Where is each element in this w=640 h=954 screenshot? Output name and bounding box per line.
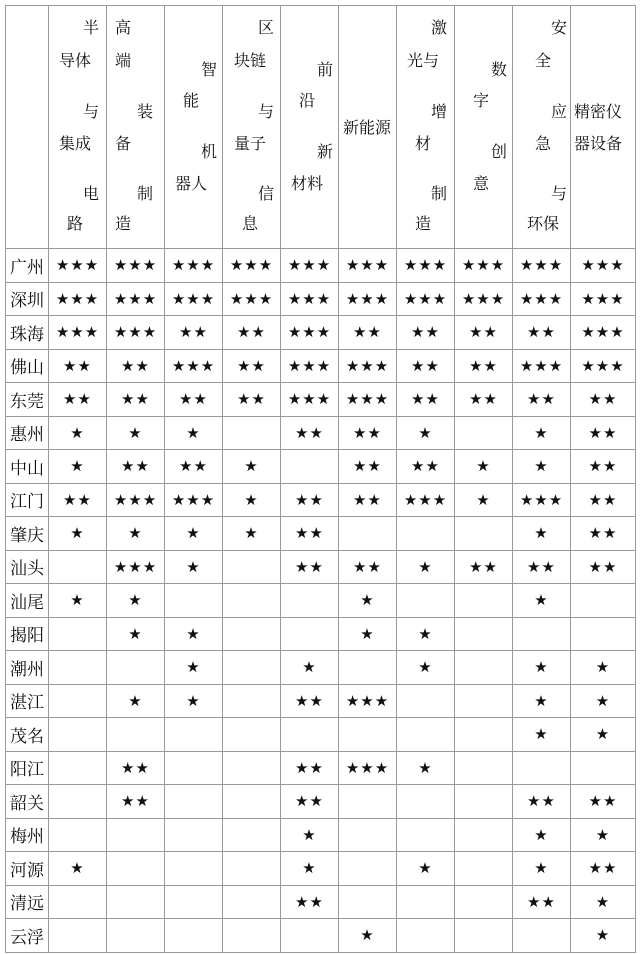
- rating-cell: ★★: [513, 550, 571, 584]
- rating-cell: ★: [397, 550, 455, 584]
- rating-cell: ★★: [107, 751, 165, 785]
- header-new-energy: [339, 6, 397, 249]
- rating-cell: ★★: [339, 550, 397, 584]
- rating-cell: ★★: [281, 483, 339, 517]
- rating-cell: ★★: [455, 550, 513, 584]
- rating-cell: [339, 885, 397, 919]
- rating-cell: [223, 550, 281, 584]
- rating-cell: ★★★: [223, 282, 281, 316]
- rating-cell: ★★★: [107, 550, 165, 584]
- rating-cell: [281, 584, 339, 618]
- rating-cell: ★: [571, 684, 636, 718]
- rating-cell: ★★: [339, 483, 397, 517]
- table-row: [6, 249, 636, 283]
- rating-cell: [223, 852, 281, 886]
- rating-cell: ★★★: [281, 316, 339, 350]
- rating-cell: [455, 785, 513, 819]
- city-name: 惠州: [6, 416, 49, 450]
- rating-cell: ★★: [281, 885, 339, 919]
- rating-cell: [165, 584, 223, 618]
- rating-cell: ★★: [571, 517, 636, 551]
- rating-cell: [571, 617, 636, 651]
- rating-cell: ★★: [571, 383, 636, 417]
- rating-cell: ★: [397, 852, 455, 886]
- rating-cell: [107, 919, 165, 953]
- rating-cell: ★: [513, 651, 571, 685]
- rating-cell: [339, 718, 397, 752]
- rating-cell: [339, 651, 397, 685]
- rating-cell: ★: [513, 584, 571, 618]
- rating-cell: ★★: [571, 852, 636, 886]
- header-safety-environment: 安 全 应 急 与 环保: [513, 6, 571, 249]
- table-row: [6, 785, 636, 819]
- rating-cell: ★★: [281, 751, 339, 785]
- rating-cell: ★★★: [397, 282, 455, 316]
- rating-cell: [165, 718, 223, 752]
- rating-cell: ★★: [107, 450, 165, 484]
- rating-cell: [49, 617, 107, 651]
- rating-cell: ★★★: [455, 249, 513, 283]
- rating-cell: ★: [513, 416, 571, 450]
- city-name: 梅州: [6, 818, 49, 852]
- rating-cell: ★: [513, 852, 571, 886]
- rating-cell: [223, 818, 281, 852]
- rating-cell: ★: [107, 617, 165, 651]
- rating-cell: ★: [49, 416, 107, 450]
- header-robotics: 智 能 机 器人: [165, 6, 223, 249]
- rating-cell: [281, 718, 339, 752]
- rating-cell: ★★: [513, 316, 571, 350]
- rating-cell: ★★: [397, 450, 455, 484]
- table-row: [6, 517, 636, 551]
- rating-cell: [455, 651, 513, 685]
- rating-cell: ★★★: [107, 249, 165, 283]
- rating-cell: ★: [513, 450, 571, 484]
- city-name: 汕头: [6, 550, 49, 584]
- table-row: [6, 550, 636, 584]
- rating-cell: ★★: [49, 483, 107, 517]
- rating-cell: [455, 517, 513, 551]
- rating-cell: [455, 684, 513, 718]
- rating-cell: ★: [165, 517, 223, 551]
- rating-cell: ★: [107, 416, 165, 450]
- table-row: [6, 718, 636, 752]
- rating-cell: [455, 852, 513, 886]
- rating-cell: [107, 818, 165, 852]
- rating-cell: [223, 684, 281, 718]
- rating-cell: ★: [455, 483, 513, 517]
- rating-cell: ★★★: [165, 282, 223, 316]
- rating-cell: ★★: [571, 416, 636, 450]
- rating-cell: ★: [165, 617, 223, 651]
- rating-cell: [339, 852, 397, 886]
- rating-cell: [165, 785, 223, 819]
- table-body: [6, 249, 636, 953]
- rating-cell: ★★★: [107, 316, 165, 350]
- rating-cell: ★: [223, 483, 281, 517]
- city-name: 潮州: [6, 651, 49, 685]
- rating-cell: ★★★: [223, 249, 281, 283]
- rating-cell: [223, 885, 281, 919]
- table-row: [6, 751, 636, 785]
- rating-cell: [49, 885, 107, 919]
- rating-cell: ★★: [513, 785, 571, 819]
- rating-cell: ★★: [165, 450, 223, 484]
- rating-cell: ★★★: [397, 483, 455, 517]
- rating-cell: ★★: [223, 316, 281, 350]
- rating-cell: ★★: [281, 416, 339, 450]
- rating-cell: ★★★: [49, 282, 107, 316]
- rating-cell: [455, 617, 513, 651]
- rating-cell: [49, 550, 107, 584]
- rating-cell: ★★: [513, 383, 571, 417]
- rating-cell: ★: [281, 818, 339, 852]
- rating-cell: ★: [223, 517, 281, 551]
- industry-rating-table: [5, 5, 636, 953]
- rating-cell: [223, 617, 281, 651]
- rating-cell: ★: [165, 550, 223, 584]
- rating-cell: ★★: [339, 450, 397, 484]
- rating-cell: ★★: [223, 383, 281, 417]
- city-name: 湛江: [6, 684, 49, 718]
- rating-cell: ★: [571, 919, 636, 953]
- rating-cell: ★: [397, 416, 455, 450]
- rating-cell: [107, 651, 165, 685]
- city-name: 阳江: [6, 751, 49, 785]
- city-name: 深圳: [6, 282, 49, 316]
- rating-cell: ★★★: [281, 383, 339, 417]
- rating-cell: ★★★: [513, 349, 571, 383]
- rating-cell: ★: [397, 651, 455, 685]
- rating-cell: ★★: [571, 483, 636, 517]
- city-name: 珠海: [6, 316, 49, 350]
- rating-cell: [397, 785, 455, 819]
- table-row: [6, 651, 636, 685]
- rating-cell: [397, 718, 455, 752]
- rating-cell: ★★★: [571, 349, 636, 383]
- rating-cell: ★: [49, 852, 107, 886]
- header-new-energy-label: 新能源: [343, 118, 392, 137]
- rating-cell: [455, 718, 513, 752]
- rating-cell: ★★: [339, 316, 397, 350]
- table-row: [6, 416, 636, 450]
- header-laser-additive: 激 光与 增 材 制 造: [397, 6, 455, 249]
- rating-cell: ★★: [281, 550, 339, 584]
- rating-cell: [165, 885, 223, 919]
- rating-cell: ★★: [455, 349, 513, 383]
- table-header: [6, 6, 636, 249]
- rating-cell: ★★★: [107, 282, 165, 316]
- rating-cell: ★★★: [339, 349, 397, 383]
- rating-cell: ★: [513, 517, 571, 551]
- rating-cell: [281, 450, 339, 484]
- rating-cell: ★: [571, 818, 636, 852]
- rating-cell: ★: [571, 885, 636, 919]
- rating-cell: [513, 751, 571, 785]
- rating-cell: [455, 885, 513, 919]
- rating-cell: [397, 885, 455, 919]
- rating-cell: ★★★: [339, 383, 397, 417]
- table-row: [6, 852, 636, 886]
- rating-cell: ★★: [165, 316, 223, 350]
- header-new-materials: 前 沿 新 材料: [281, 6, 339, 249]
- rating-cell: ★★★: [513, 282, 571, 316]
- header-precision-instruments: 精密仪 器设备: [571, 6, 636, 249]
- header-semiconductor: 半 导体 与 集成 电 路: [49, 6, 107, 249]
- rating-cell: ★: [165, 684, 223, 718]
- rating-cell: ★★: [455, 383, 513, 417]
- rating-cell: ★: [339, 919, 397, 953]
- rating-cell: ★★: [571, 550, 636, 584]
- city-name: 清远: [6, 885, 49, 919]
- rating-cell: ★★: [107, 785, 165, 819]
- rating-cell: ★★★: [165, 349, 223, 383]
- table-row: [6, 483, 636, 517]
- city-name: 茂名: [6, 718, 49, 752]
- rating-cell: ★: [165, 416, 223, 450]
- rating-cell: ★★: [107, 349, 165, 383]
- rating-cell: ★: [455, 450, 513, 484]
- rating-cell: ★★: [49, 383, 107, 417]
- rating-cell: [223, 785, 281, 819]
- rating-cell: ★★: [281, 684, 339, 718]
- header-blockchain-quantum: 区 块链 与 量子 信 息: [223, 6, 281, 249]
- rating-cell: [397, 919, 455, 953]
- rating-cell: [49, 718, 107, 752]
- rating-cell: ★★★: [165, 249, 223, 283]
- table-row: [6, 885, 636, 919]
- rating-cell: ★★: [397, 383, 455, 417]
- rating-cell: ★: [49, 450, 107, 484]
- rating-cell: [49, 919, 107, 953]
- rating-cell: [513, 617, 571, 651]
- rating-cell: [107, 852, 165, 886]
- table-row: [6, 684, 636, 718]
- rating-cell: [223, 919, 281, 953]
- rating-cell: [455, 919, 513, 953]
- rating-cell: [107, 718, 165, 752]
- rating-cell: [223, 416, 281, 450]
- rating-cell: [455, 818, 513, 852]
- rating-cell: ★: [107, 584, 165, 618]
- header-row: [6, 6, 636, 249]
- rating-cell: [397, 818, 455, 852]
- rating-cell: ★★★: [281, 249, 339, 283]
- rating-cell: [165, 818, 223, 852]
- rating-cell: [397, 517, 455, 551]
- rating-cell: [223, 651, 281, 685]
- header-digital-creative: 数 字 创 意: [455, 6, 513, 249]
- rating-cell: [49, 785, 107, 819]
- table-row: [6, 584, 636, 618]
- table-row: [6, 383, 636, 417]
- header-corner: [6, 6, 49, 249]
- rating-cell: [49, 751, 107, 785]
- rating-cell: ★★★: [571, 282, 636, 316]
- rating-cell: ★: [49, 517, 107, 551]
- rating-cell: ★★★: [571, 249, 636, 283]
- rating-cell: ★: [513, 684, 571, 718]
- rating-cell: ★★★: [339, 249, 397, 283]
- rating-cell: [455, 584, 513, 618]
- rating-cell: ★: [339, 617, 397, 651]
- rating-cell: ★★★: [513, 483, 571, 517]
- city-name: 江门: [6, 483, 49, 517]
- table-row: [6, 282, 636, 316]
- rating-cell: ★: [571, 651, 636, 685]
- rating-cell: ★★★: [339, 282, 397, 316]
- rating-cell: ★: [513, 718, 571, 752]
- rating-cell: ★★: [165, 383, 223, 417]
- rating-cell: ★★★: [281, 282, 339, 316]
- city-name: 佛山: [6, 349, 49, 383]
- rating-cell: ★★★: [455, 282, 513, 316]
- rating-cell: ★★★: [339, 684, 397, 718]
- rating-cell: ★★★: [49, 249, 107, 283]
- rating-cell: ★: [339, 584, 397, 618]
- rating-cell: ★: [49, 584, 107, 618]
- rating-cell: ★★: [571, 450, 636, 484]
- rating-cell: [571, 751, 636, 785]
- city-name: 云浮: [6, 919, 49, 953]
- rating-cell: [397, 684, 455, 718]
- table-row: [6, 919, 636, 953]
- table-row: [6, 617, 636, 651]
- rating-cell: ★: [107, 517, 165, 551]
- rating-cell: ★★★: [107, 483, 165, 517]
- rating-cell: ★: [107, 684, 165, 718]
- rating-cell: ★★: [281, 785, 339, 819]
- rating-cell: ★★: [397, 349, 455, 383]
- rating-cell: [339, 818, 397, 852]
- table-row: [6, 349, 636, 383]
- rating-cell: ★★★: [281, 349, 339, 383]
- rating-cell: [223, 718, 281, 752]
- rating-cell: ★★★: [397, 249, 455, 283]
- rating-cell: ★★★: [49, 316, 107, 350]
- rating-cell: [49, 818, 107, 852]
- rating-cell: [455, 416, 513, 450]
- rating-cell: ★★: [339, 416, 397, 450]
- rating-cell: ★★: [281, 517, 339, 551]
- rating-cell: ★★: [397, 316, 455, 350]
- rating-cell: [397, 584, 455, 618]
- rating-cell: ★★★: [513, 249, 571, 283]
- city-name: 中山: [6, 450, 49, 484]
- rating-cell: ★★: [49, 349, 107, 383]
- rating-cell: ★: [281, 651, 339, 685]
- header-high-end-equipment: 高 端 装 备 制 造: [107, 6, 165, 249]
- city-name: 广州: [6, 249, 49, 283]
- rating-cell: ★: [281, 852, 339, 886]
- rating-cell: [281, 919, 339, 953]
- rating-cell: ★: [397, 751, 455, 785]
- city-name: 韶关: [6, 785, 49, 819]
- city-name: 肇庆: [6, 517, 49, 551]
- rating-cell: [223, 751, 281, 785]
- rating-cell: [339, 785, 397, 819]
- city-name: 东莞: [6, 383, 49, 417]
- rating-cell: ★: [571, 718, 636, 752]
- rating-cell: ★★: [223, 349, 281, 383]
- rating-cell: ★★: [571, 785, 636, 819]
- rating-cell: ★★: [513, 885, 571, 919]
- table-row: [6, 818, 636, 852]
- rating-cell: [107, 885, 165, 919]
- rating-cell: [49, 684, 107, 718]
- rating-cell: [165, 919, 223, 953]
- rating-cell: ★★★: [339, 751, 397, 785]
- rating-cell: [571, 584, 636, 618]
- rating-cell: [165, 751, 223, 785]
- rating-cell: ★★★: [571, 316, 636, 350]
- rating-cell: ★★: [107, 383, 165, 417]
- table-row: [6, 316, 636, 350]
- rating-cell: ★★: [455, 316, 513, 350]
- table-row: [6, 450, 636, 484]
- rating-cell: ★: [165, 651, 223, 685]
- rating-cell: [49, 651, 107, 685]
- city-name: 揭阳: [6, 617, 49, 651]
- city-name: 河源: [6, 852, 49, 886]
- rating-cell: ★: [513, 818, 571, 852]
- rating-cell: [165, 852, 223, 886]
- rating-cell: [339, 517, 397, 551]
- rating-cell: [223, 584, 281, 618]
- rating-cell: ★: [397, 617, 455, 651]
- rating-cell: [455, 751, 513, 785]
- city-name: 汕尾: [6, 584, 49, 618]
- rating-cell: [513, 919, 571, 953]
- rating-cell: [281, 617, 339, 651]
- rating-cell: ★: [223, 450, 281, 484]
- rating-cell: ★★★: [165, 483, 223, 517]
